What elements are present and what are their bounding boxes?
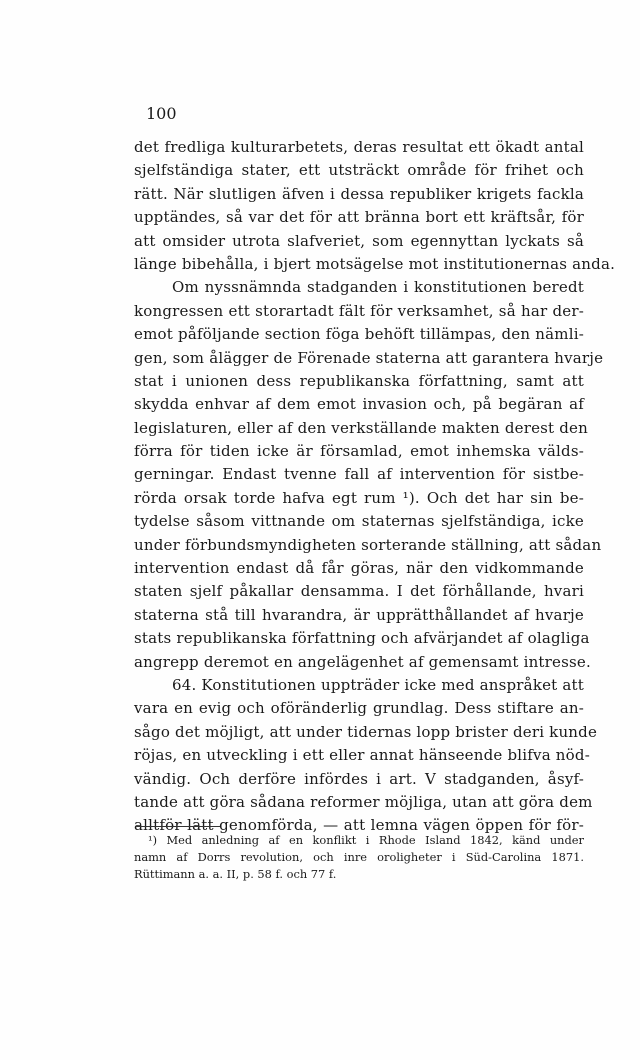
text-line-26: sågo det möjligt, att under tidernas lopp brister deri kunde <box>134 722 598 741</box>
text-line-8: kongressen ett storartadt fält för verksamhet, så har der- <box>134 301 584 320</box>
text-line-6: länge bibehålla, i bjert motsägelse mot institutionernas anda. <box>134 254 616 273</box>
footnote-line-2: namn af Dorrs revolution, och inre oroligheter i Süd-Carolina 1871. <box>134 850 584 864</box>
text-line-2: sjelfständiga stater, ett utsträckt område för frihet och <box>134 161 584 180</box>
text-line-23: angrepp deremot en angelägenhet af gemensamt intresse. <box>134 652 591 671</box>
text-line-25: vara en evig och oföränderlig grundlag. Dess stiftare an- <box>134 699 584 718</box>
text-line-18: under förbundsmyndigheten sorterande ställning, att sådan <box>134 535 602 554</box>
text-line-3: rätt. När slutligen äfven i dessa republiker krigets fackla <box>134 184 584 203</box>
footnote-line-1: ¹) Med anledning af en konflikt i Rhode Island 1842, känd under <box>148 833 584 847</box>
footnote-divider <box>136 826 220 827</box>
text-line-21: staterna stå till hvarandra, är upprätthållandet af hvarje <box>134 605 584 624</box>
text-line-5: att omsider utrota slafveriet, som egennyttan lyckats så <box>134 231 584 250</box>
text-line-1: det fredliga kulturarbetets, deras resultat ett ökadt antal <box>134 138 584 156</box>
text-line-28: vändig. Och derföre infördes i art. V stadganden, åsyf- <box>134 769 584 788</box>
text-line-11: stat i unionen dess republikanska författning, samt att <box>134 371 584 390</box>
text-line-30: alltför lätt genomförda, — att lemna vägen öppen för för- <box>134 816 584 835</box>
text-line-12: skydda enhvar af dem emot invasion och, på begäran af <box>134 395 584 414</box>
footnote-line-3: Rüttimann a. a. II, p. 58 f. och 77 f. <box>134 867 337 881</box>
text-line-10: gen, som ålägger de Förenade staterna att garantera hvarje <box>134 348 604 367</box>
text-line-13: legislaturen, eller af den verkställande makten derest den <box>134 418 588 437</box>
text-line-24: 64. Konstitutionen uppträder icke med anspråket att <box>172 675 584 694</box>
page-number: 100 <box>146 104 177 123</box>
text-line-16: rörda orsak torde hafva egt rum ¹). Och det har sin be- <box>134 488 584 507</box>
text-line-22: stats republikanska författning och afvärjandet af olagliga <box>134 629 590 648</box>
text-line-9: emot påföljande section föga behöft tillämpas, den nämli- <box>134 325 584 344</box>
text-line-15: gerningar. Endast tvenne fall af intervention för sistbe- <box>134 465 584 484</box>
footnotes <box>134 832 584 883</box>
text-line-27: röjas, en utveckling i ett eller annat hänseende blifva nöd- <box>134 746 590 765</box>
text-line-4: upptändes, så var det för att bränna bort ett kräftsår, för <box>134 208 584 227</box>
text-line-19: intervention endast då får göras, när den vidkommande <box>134 559 584 578</box>
text-line-17: tydelse såsom vittnande om staternas sjelfständiga, icke <box>134 512 584 531</box>
text-line-20: staten sjelf påkallar densamma. I det förhållande, hvari <box>134 582 584 601</box>
text-line-14: förra för tiden icke är församlad, emot inhemska välds- <box>134 442 584 461</box>
body-text <box>134 136 616 838</box>
text-line-7: Om nyssnämnda stadganden i konstitutionen beredt <box>172 278 584 297</box>
text-line-29: tande att göra sådana reformer möjliga, utan att göra dem <box>134 792 593 811</box>
